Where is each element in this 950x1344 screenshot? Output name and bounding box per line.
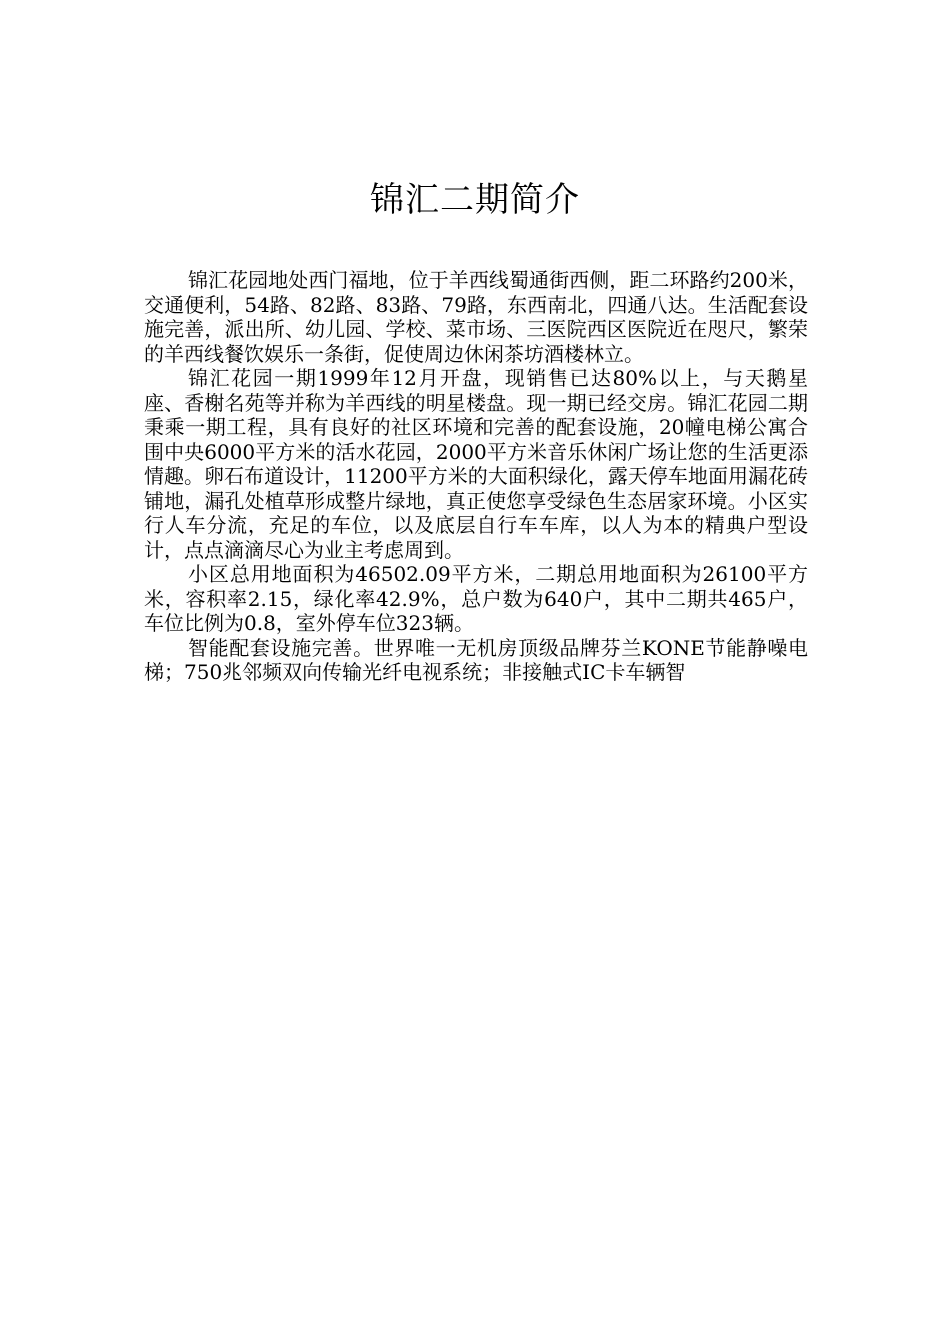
document-title: 锦汇二期简介 (370, 180, 580, 220)
paragraph-phase-one: 锦汇花园一期1999年12月开盘，现销售已达80%以上，与天鹅星座、香榭名苑等并称为羊西线的明星楼盘。现一期已经交房。锦汇花园二期秉乘一期工程，具有良好的社区环境和完善的配套设施，20幢电梯公寓合围中央6000平方米的活水花园，2000平方米音乐休闲广场让您的生活更添情趣。卵石布道设计，11200平方米的大面积绿化，露天停车地面用漏花砖铺地，漏孔处植草形成整片绿地，真正使您享受绿色生态居家环境。小区实行人车分流，充足的车位，以及底层自行车车库，以人为本的精典户型设计，点点滴滴尽心为业主考虑周到。 (144, 366, 808, 562)
document-body (144, 268, 808, 685)
paragraph-location: 锦汇花园地处西门福地，位于羊西线蜀通街西侧，距二环路约200米，交通便利，54路、82路、83路、79路，东西南北，四通八达。生活配套设施完善，派出所、幼儿园、学校、菜市场、三医院西区医院近在咫尺，繁荣的羊西线餐饮娱乐一条街，促使周边休闲茶坊酒楼林立。 (144, 268, 808, 366)
paragraph-smart-facilities: 智能配套设施完善。世界唯一无机房顶级品牌芬兰KONE节能静噪电梯；750兆邻频双向传输光纤电视系统；非接触式IC卡车辆智 (144, 635, 808, 684)
paragraph-site-statistics: 小区总用地面积为46502.09平方米，二期总用地面积为26100平方米，容积率2.15，绿化率42.9%，总户数为640户，其中二期共465户，车位比例为0.8，室外停车位323辆。 (144, 562, 808, 635)
